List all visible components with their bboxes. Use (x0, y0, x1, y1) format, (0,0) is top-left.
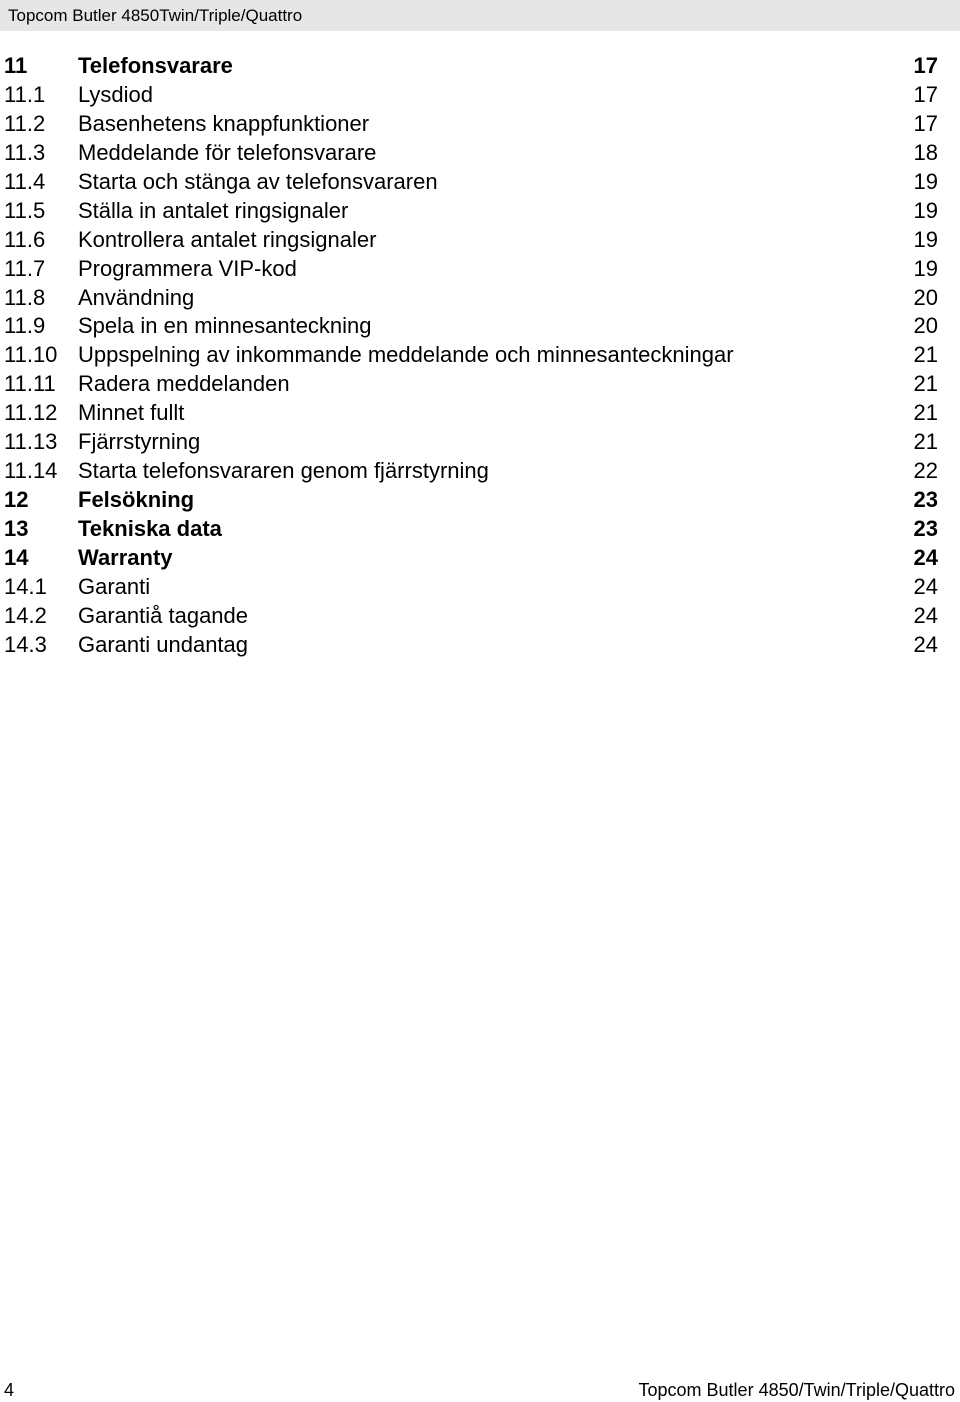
toc-entry-page: 21 (913, 371, 938, 397)
toc-entry-title: Minnet fullt (78, 400, 185, 426)
toc-entry[interactable] (4, 370, 938, 399)
toc-entry[interactable] (4, 457, 938, 486)
toc-entry-title: Felsökning (78, 487, 195, 513)
toc-entry-page: 18 (913, 139, 938, 165)
toc-entry-number: 11.3 (4, 139, 46, 165)
toc-entry-page: 19 (913, 197, 938, 223)
toc-entry-number: 11 (4, 53, 28, 78)
toc-entry-number: 11.10 (4, 342, 58, 368)
toc-entry-number: 14.1 (4, 573, 47, 599)
toc-entry-page: 24 (913, 544, 938, 570)
toc-entry-page: 19 (913, 226, 938, 252)
toc-entry-number: 11.4 (4, 168, 46, 194)
toc-entry-page: 20 (913, 284, 938, 310)
toc-entry-title: Lysdiod (78, 81, 154, 107)
toc-entry[interactable] (4, 226, 938, 255)
toc-entry-page: 21 (913, 429, 938, 455)
toc-entry-page: 17 (913, 110, 938, 136)
toc-entry-title: Garanti (78, 573, 151, 599)
toc-entry-number: 11.5 (4, 197, 46, 223)
toc-entry[interactable] (4, 255, 938, 284)
page-header (0, 0, 960, 31)
toc-entry-number: 11.1 (4, 81, 46, 107)
table-of-contents (4, 52, 938, 660)
toc-entry-title: Meddelande för telefonsvarare (78, 139, 377, 165)
toc-entry[interactable] (4, 399, 938, 428)
toc-entry-page: 24 (913, 602, 938, 628)
toc-entry-title: Ställa in antalet ringsignaler (78, 197, 349, 223)
toc-entry-title: Starta och stänga av telefonsvararen (78, 168, 438, 194)
toc-entry-page: 24 (913, 573, 938, 599)
toc-entry[interactable] (4, 341, 938, 370)
toc-entry-title: Kontrollera antalet ringsignaler (78, 226, 377, 252)
toc-entry-title: Tekniska data (78, 516, 222, 541)
toc-entry[interactable] (4, 428, 938, 457)
toc-entry[interactable] (4, 312, 938, 341)
toc-entry-title: Fjärrstyrning (78, 429, 201, 455)
toc-entry[interactable] (4, 52, 938, 81)
toc-entry-page: 19 (913, 255, 938, 281)
toc-entry-page: 23 (913, 487, 938, 513)
toc-entry[interactable] (4, 139, 938, 168)
toc-entry-number: 11.14 (4, 458, 58, 484)
toc-entry-number: 11.8 (4, 284, 46, 310)
toc-entry-title: Programmera VIP-kod (78, 255, 297, 281)
toc-entry-number: 11.9 (4, 313, 46, 339)
toc-entry[interactable] (4, 544, 938, 573)
toc-entry[interactable] (4, 284, 938, 313)
toc-entry-page: 24 (913, 631, 938, 657)
page-footer (0, 1378, 960, 1402)
toc-entry-title: Uppspelning av inkommande meddelande och minnesanteckningar (78, 342, 734, 368)
toc-entry[interactable] (4, 110, 938, 139)
toc-entry-page: 17 (913, 81, 938, 107)
toc-entry[interactable] (4, 573, 938, 602)
toc-entry-page: 23 (913, 516, 938, 541)
toc-entry-number: 11.6 (4, 226, 46, 252)
toc-entry[interactable] (4, 631, 938, 660)
toc-entry-number: 12 (4, 487, 29, 513)
toc-entry[interactable] (4, 81, 938, 110)
toc-entry-number: 11.7 (4, 255, 46, 281)
toc-entry[interactable] (4, 168, 938, 197)
toc-entry-number: 11.11 (4, 371, 56, 397)
toc-entry-number: 13 (4, 516, 29, 541)
toc-entry-title: Telefonsvarare (78, 53, 233, 78)
toc-entry-number: 14.2 (4, 602, 47, 628)
toc-entry-title: Garanti undantag (78, 631, 249, 657)
toc-entry-page: 19 (913, 168, 938, 194)
toc-entry-page: 20 (913, 313, 938, 339)
toc-entry-title: Basenhetens knappfunktioner (78, 110, 370, 136)
toc-entry-title: Radera meddelanden (78, 371, 290, 397)
toc-entry-number: 11.13 (4, 429, 58, 455)
toc-entry[interactable] (4, 602, 938, 631)
footer-page-number: 4 (4, 1380, 15, 1400)
toc-entry-title: Användning (78, 284, 195, 310)
toc-entry-number: 11.2 (4, 110, 46, 136)
toc-entry-title: Spela in en minnesanteckning (78, 313, 372, 339)
toc-entry-page: 21 (913, 400, 938, 426)
toc-entry-title: Warranty (78, 544, 173, 570)
header-title: Topcom Butler 4850Twin/Triple/Quattro (8, 6, 303, 25)
footer-doc-title: Topcom Butler 4850/Twin/Triple/Quattro (638, 1380, 955, 1400)
toc-entry-title: Garantiå tagande (78, 602, 249, 628)
toc-entry-number: 14.3 (4, 631, 47, 657)
toc-entry-number: 14 (4, 544, 29, 570)
toc-entry-title: Starta telefonsvararen genom fjärrstyrning (78, 458, 489, 484)
toc-entry-number: 11.12 (4, 400, 58, 426)
toc-entry[interactable] (4, 486, 938, 515)
toc-entry-page: 21 (913, 342, 938, 368)
toc-entry-page: 22 (913, 458, 938, 484)
toc-entry[interactable] (4, 197, 938, 226)
toc-entry[interactable] (4, 515, 938, 544)
toc-entry-page: 17 (913, 53, 938, 78)
